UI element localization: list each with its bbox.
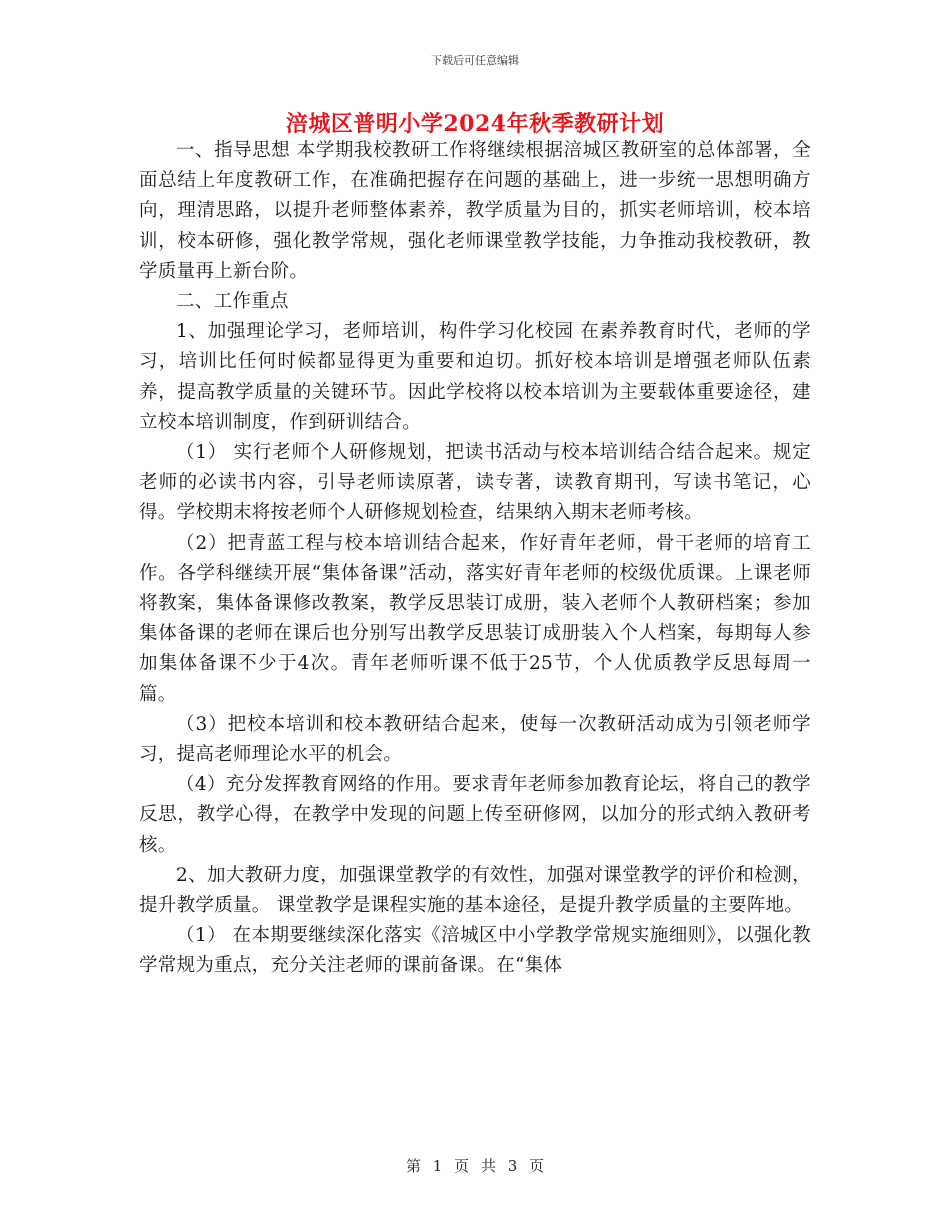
heading-work-focus: 二、工作重点	[176, 291, 289, 313]
paragraph-item-1-2: （2）把青蓝工程与校本培训结合起来，作好青年老师，骨干老师的培育工作。各学科继续开展“集体备课”活动，落实好青年老师的校级优质课。上课老师将教案，集体备课修改教案，教学反思装订成册，装入老师个人教研档案；参加集体备课的老师在课后也分别写出教学反思装订成册装入个人档案，每期每人参加集体备课不少于4次。青年老师听课不低于25节，个人优质教学反思每周一篇。	[139, 532, 811, 705]
paragraph-guiding-ideology: 一、指导思想 本学期我校教研工作将继续根据涪城区教研室的总体部署，全面总结上年度教研工作，在准确把握存在问题的基础上，进一步统一思想明确方向，理清思路，以提升老师整体素养，教学质量为目的，抓实老师培训，校本培训，校本研修，强化教学常规，强化老师课堂教学技能，力争推动我校教研，教学质量再上新台阶。	[139, 140, 811, 282]
footer-current-page: 1	[432, 1157, 443, 1175]
page-header-note: 下载后可任意编辑	[431, 54, 519, 67]
paragraph-item-2: 2、加大教研力度，加强课堂教学的有效性，加强对课堂教学的评价和检测，提升教学质量。 课堂教学是课程实施的基本途径，是提升教学质量的主要阵地。	[139, 864, 811, 917]
document-title: 涪城区普明小学2024年秋季教研计划	[285, 111, 665, 137]
footer-total-word: 共	[480, 1157, 496, 1175]
document-body	[139, 136, 811, 982]
page-number-footer	[0, 1155, 950, 1176]
paragraph-item-1-3: （3）把校本培训和校本教研结合起来，使每一次教研活动成为引领老师学习，提高老师理论水平的机会。	[139, 713, 811, 766]
paragraph-item-1-4: （4）充分发挥教育网络的作用。要求青年老师参加教育论坛，将自己的教学反思，教学心得，在教学中发现的问题上传至研修网，以加分的形式纳入教研考核。	[139, 774, 811, 856]
paragraph-item-2-1: （1） 在本期要继续深化落实《涪城区中小学教学常规实施细则》，以强化教学常规为重点，充分关注老师的课前备课。在“集体	[139, 925, 811, 977]
footer-suffix: 页	[529, 1157, 545, 1175]
footer-total-pages: 3	[507, 1157, 518, 1175]
footer-page-word: 页	[454, 1157, 470, 1175]
paragraph-item-1-1: （1） 实行老师个人研修规划，把读书活动与校本培训结合结合起来。规定老师的必读书内容，引导老师读原著，读专著，读教育期刊，写读书笔记，心得。学校期末将按老师个人研修规划检查，结果纳入期末老师考核。	[139, 442, 811, 524]
footer-prefix: 第	[405, 1157, 421, 1175]
paragraph-item-1: 1、加强理论学习，老师培训，构件学习化校园 在素养教育时代，老师的学习，培训比任何时候都显得更为重要和迫切。抓好校本培训是增强老师队伍素养，提高教学质量的关键环节。因此学校将以校本培训为主要载体重要途径，建立校本培训制度，作到研训结合。	[139, 321, 811, 433]
